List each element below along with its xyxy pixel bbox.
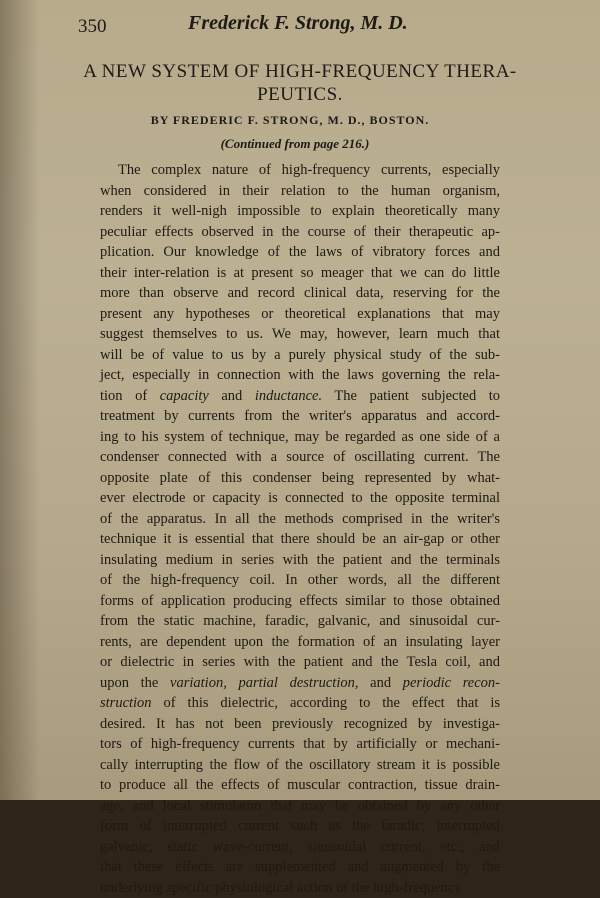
italic-term-inductance: inductance.: [255, 388, 322, 404]
body-line: when considered in their relation to the human organism,: [100, 181, 500, 202]
body-line: The complex nature of high-frequency currents, especially: [100, 160, 500, 181]
page-gutter-shadow: [0, 0, 40, 800]
body-text: and: [358, 675, 402, 691]
article-body: [100, 160, 500, 898]
body-line: condenser connected with a source of oscillating current. The: [100, 447, 500, 468]
body-line: from the static machine, faradic, galvanic, and sinusoidal cur-: [100, 611, 500, 632]
body-line: technique it is essential that there should be an air-gap or other: [100, 529, 500, 550]
continued-note: (Continued from page 216.): [160, 136, 430, 152]
italic-term-variation: variation, partial destruction,: [170, 675, 358, 691]
body-line: galvanic, static wave-current, sinusoidal current, etc., and: [100, 837, 500, 858]
byline: BY FREDERIC F. STRONG, M. D., BOSTON.: [100, 113, 480, 128]
body-line: age, and local stimulaton that may be obtained by any other: [100, 796, 500, 817]
body-line: insulating medium in series with the patient and the terminals: [100, 550, 500, 571]
body-line: plication. Our knowledge of the laws of vibratory forces and: [100, 242, 500, 263]
body-line: tors of high-frequency currents that by artificially or mechani-: [100, 734, 500, 755]
body-line: form of interrupted current such as the faradic, interrupted: [100, 816, 500, 837]
body-line: of the apparatus. In all the methods comprised in the writer's: [100, 509, 500, 530]
italic-term-periodic: periodic recon-: [403, 675, 500, 691]
body-line: opposite plate of this condenser being represented by what-: [100, 468, 500, 489]
body-line: [100, 673, 500, 694]
body-text: tion of: [100, 388, 160, 404]
body-line: or dielectric in series with the patient and the Tesla coil, and: [100, 652, 500, 673]
body-line: forms of application producing effects similar to those obtained: [100, 591, 500, 612]
body-line: will be of value to us by a purely physical study of the sub-: [100, 345, 500, 366]
body-line: peculiar effects observed in the course of their therapeutic ap-: [100, 222, 500, 243]
body-line: ing to his system of technique, may be regarded as one side of a: [100, 427, 500, 448]
body-text: of this dielectric, according to the effect that is: [152, 695, 500, 711]
body-line: of the high-frequency coil. In other words, all the different: [100, 570, 500, 591]
article-title: [80, 60, 520, 106]
body-line: ever electrode or capacity is connected to the opposite terminal: [100, 488, 500, 509]
body-line: their inter-relation is at present so meager that we can do little: [100, 263, 500, 284]
body-line: treatment by currents from the writer's apparatus and accord-: [100, 406, 500, 427]
body-line: ject, especially in connection with the laws governing the rela-: [100, 365, 500, 386]
title-line-1: A NEW SYSTEM OF HIGH-FREQUENCY THERA-: [80, 60, 520, 83]
body-text: The patient subjected to: [322, 388, 500, 404]
body-line: to produce all the effects of muscular contraction, tissue drain-: [100, 775, 500, 796]
body-line: rents, are dependent upon the formation of an insulating layer: [100, 632, 500, 653]
body-line: suggest themselves to us. We may, however, learn much that: [100, 324, 500, 345]
body-line: that these effects are supplemented and augmented by the: [100, 857, 500, 878]
running-head: [78, 12, 560, 38]
page-number: 350: [78, 16, 107, 38]
running-author: Frederick F. Strong, M. D.: [188, 12, 408, 35]
body-line: desired. It has not been previously recognized by investiga-: [100, 714, 500, 735]
body-line: present any hypotheses or theoretical explanations that may: [100, 304, 500, 325]
italic-term-struction: struction: [100, 695, 152, 711]
body-line: [100, 693, 500, 714]
body-line: underlying specific physiological action of the high-frequency: [100, 878, 500, 898]
body-text: upon the: [100, 675, 170, 691]
body-line: renders it well-nigh impossible to explain theoretically many: [100, 201, 500, 222]
italic-term-capacity: capacity: [160, 388, 209, 404]
body-line: more than observe and record clinical data, reserving for the: [100, 283, 500, 304]
title-line-2: PEUTICS.: [80, 83, 520, 106]
body-text: and: [209, 388, 255, 404]
body-line: cally interrupting the flow of the oscillatory stream it is possible: [100, 755, 500, 776]
body-line: [100, 386, 500, 407]
